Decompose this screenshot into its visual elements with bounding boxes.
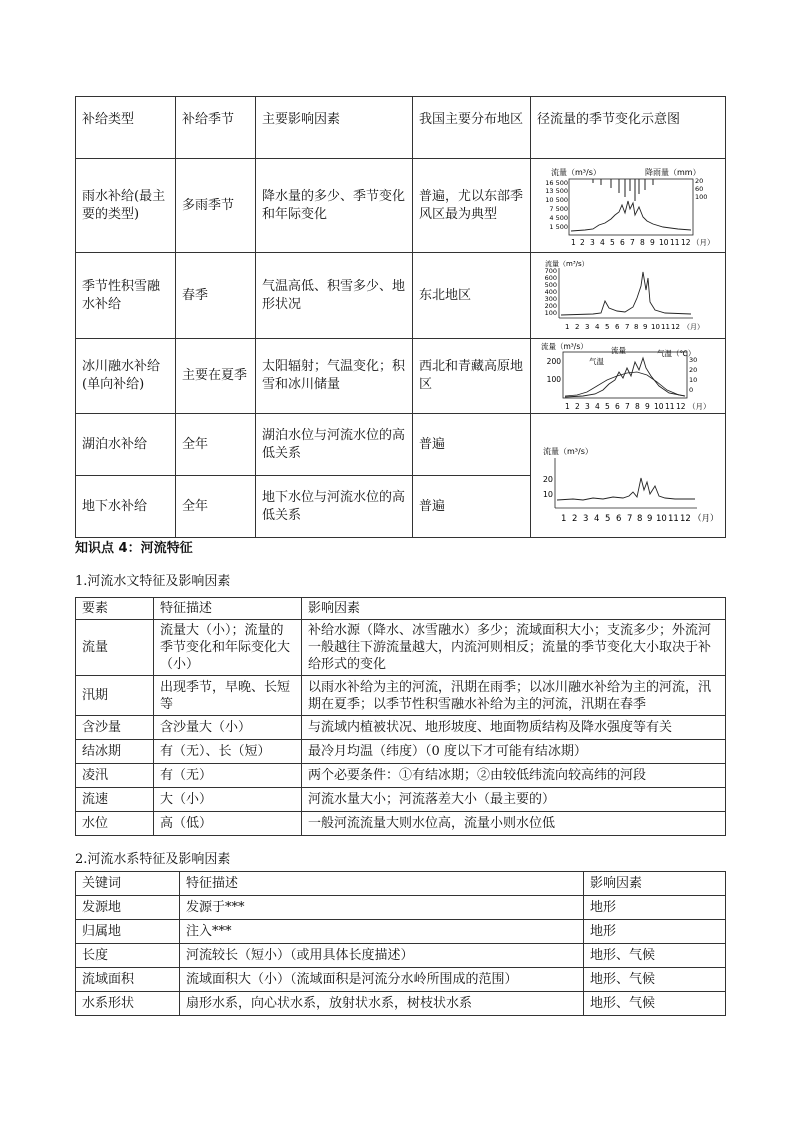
lake-flow-line	[557, 478, 695, 500]
recharge-type: 冰川融水补给(单向补给)	[76, 339, 176, 414]
snow-ytick: 300	[544, 294, 557, 303]
recharge-table	[75, 96, 726, 538]
keyword-name: 归属地	[76, 920, 180, 944]
table-row	[76, 896, 726, 920]
lake-month-label: 12	[680, 513, 691, 524]
recharge-factors: 降水量的多少、季节变化和年际变化	[256, 159, 413, 253]
lake-month-label: 11	[668, 513, 679, 524]
rain-ylabel: 流量（m³/s）	[551, 167, 601, 177]
table-row	[76, 812, 726, 836]
glacier-month-label: 10	[654, 402, 664, 411]
hydrology-header-row	[76, 598, 726, 620]
element-name: 凌汛	[76, 764, 154, 788]
recharge-factors: 地下水位与河流水位的高低关系	[256, 476, 413, 538]
snow-month-label: 3	[585, 322, 590, 331]
glacier-temp-line	[565, 372, 685, 396]
rain-month-label: 7	[630, 237, 635, 247]
table-row	[76, 992, 726, 1016]
snow-month-label: 5	[605, 322, 610, 331]
glacier-xunit: （月）	[688, 402, 711, 411]
rain-ytick: 16 500	[545, 178, 568, 187]
recharge-season: 全年	[176, 414, 256, 476]
table-row	[76, 339, 726, 414]
snow-ytick: 200	[544, 301, 557, 310]
lake-xunit: （月）	[693, 513, 719, 524]
glacier-month-label: 11	[665, 402, 675, 411]
lake-ytick: 10	[542, 489, 553, 499]
lake-ylabel: 流量（m³/s）	[543, 446, 593, 456]
snow-month-axis	[565, 323, 704, 331]
rain-ytick: 10 500	[545, 195, 568, 204]
element-factor: 以雨水补给为主的河流，汛期在雨季；以冰川融水补给为主的河流，汛期在夏季；以季节性积雪融水补给为主的河流，汛期在春季	[302, 676, 726, 716]
glacier-month-axis	[565, 402, 711, 411]
snow-month-label: 7	[625, 322, 630, 331]
header-type: 补给类型	[76, 97, 176, 159]
keyword-desc: 注入***	[180, 920, 584, 944]
glacier-temp-label: 气温	[589, 357, 604, 366]
element-name: 结冰期	[76, 740, 154, 764]
glacier-month-label: 3	[585, 402, 590, 411]
rain-ytick: 13 500	[545, 186, 568, 195]
table-row	[76, 968, 726, 992]
lake-month-label: 1	[561, 513, 567, 524]
lake-month-label: 10	[656, 513, 667, 524]
recharge-region: 普遍	[413, 414, 531, 476]
table-row	[76, 620, 726, 676]
element-name: 含沙量	[76, 716, 154, 740]
rain-month-label: 11	[670, 237, 680, 247]
recharge-type: 湖泊水补给	[76, 414, 176, 476]
snow-month-label: 6	[615, 322, 620, 331]
lake-month-axis	[561, 514, 719, 524]
recharge-region: 西北和青藏高原地区	[413, 339, 531, 414]
glacier-plot-frame	[563, 352, 687, 398]
table-row	[76, 764, 726, 788]
rain-y2tick: 100	[695, 192, 708, 201]
rain-month-axis	[571, 238, 715, 247]
keyword-factor: 地形、气候	[584, 968, 726, 992]
chart-cell-rain	[531, 159, 726, 253]
snow-ylabel: 流量（m³/s）	[545, 259, 589, 268]
table-row	[76, 920, 726, 944]
lake-ground-runoff-chart	[533, 426, 723, 526]
snow-month-label: 8	[634, 322, 639, 331]
snow-ytick: 700	[544, 266, 557, 275]
element-name: 汛期	[76, 676, 154, 716]
element-desc: 流量大（小）；流量的季节变化和年际变化大（小）	[154, 620, 302, 676]
rain-ytick: 1 500	[549, 222, 568, 231]
element-name: 水位	[76, 812, 154, 836]
glacier-y2tick: 0	[689, 386, 694, 394]
header-keyword: 关键词	[76, 872, 180, 896]
element-desc: 含沙量大（小）	[154, 716, 302, 740]
header-factor: 影响因素	[584, 872, 726, 896]
rain-month-label: 2	[580, 237, 585, 247]
recharge-header-row	[76, 97, 726, 159]
recharge-season: 主要在夏季	[176, 339, 256, 414]
keyword-name: 水系形状	[76, 992, 180, 1016]
element-factor: 一般河流流量大则水位高，流量小则水位低	[302, 812, 726, 836]
snow-xunit: （月）	[683, 322, 704, 331]
subsection-title-drainage: 2.河流水系特征及影响因素	[75, 852, 231, 867]
snow-ytick: 600	[544, 273, 557, 282]
snow-month-label: 4	[595, 322, 600, 331]
header-factors: 主要影响因素	[256, 97, 413, 159]
chart-cell-snow	[531, 253, 726, 339]
keyword-name: 流域面积	[76, 968, 180, 992]
rain-y2tick: 20	[695, 176, 704, 185]
lake-month-label: 9	[647, 513, 653, 524]
table-row	[76, 414, 726, 476]
recharge-region: 普遍，尤以东部季风区最为典型	[413, 159, 531, 253]
element-desc: 有（无）	[154, 764, 302, 788]
snow-month-label: 12	[671, 322, 680, 331]
rain-month-label: 6	[620, 237, 625, 247]
snow-ytick: 500	[544, 280, 557, 289]
section-title: 知识点 4：河流特征	[75, 541, 193, 556]
table-row	[76, 676, 726, 716]
element-desc: 出现季节，早晚、长短等	[154, 676, 302, 716]
snow-flow-line	[561, 272, 691, 315]
keyword-desc: 发源于***	[180, 896, 584, 920]
lake-month-label: 3	[583, 513, 589, 524]
recharge-type: 季节性积雪融水补给	[76, 253, 176, 339]
snow-ytick: 100	[544, 308, 557, 317]
lake-ytick: 20	[542, 474, 553, 484]
subsection-title-hydrology: 1.河流水文特征及影响因素	[75, 574, 231, 589]
header-region: 我国主要分布地区	[413, 97, 531, 159]
glacier-month-label: 4	[595, 402, 600, 411]
glacier-month-label: 1	[565, 402, 570, 411]
lake-month-label: 6	[616, 513, 622, 524]
element-desc: 有（无）、长（短）	[154, 740, 302, 764]
glacier-y2tick: 30	[689, 356, 698, 364]
glacier-month-label: 9	[645, 402, 650, 411]
keyword-factor: 地形、气候	[584, 944, 726, 968]
snow-month-label: 10	[651, 322, 660, 331]
glacier-flow-line	[565, 358, 685, 397]
rain-ytick: 7 500	[549, 204, 568, 213]
hydrology-table	[75, 597, 726, 836]
keyword-factor: 地形	[584, 920, 726, 944]
rain-month-label: 12	[681, 237, 691, 247]
lake-month-label: 5	[605, 513, 611, 524]
header-factor: 影响因素	[302, 598, 726, 620]
rain-y2tick: 60	[695, 184, 704, 193]
snow-ytick: 400	[544, 287, 557, 296]
table-row	[76, 788, 726, 812]
table-row	[76, 740, 726, 764]
table-row	[76, 944, 726, 968]
recharge-factors: 太阳辐射；气温变化；积雪和冰川储量	[256, 339, 413, 414]
recharge-type: 地下水补给	[76, 476, 176, 538]
snow-runoff-chart	[533, 256, 723, 336]
element-factor: 河流水量大小；河流落差大小（最主要的）	[302, 788, 726, 812]
recharge-season: 春季	[176, 253, 256, 339]
keyword-desc: 河流较长（短小）（或用具体长度描述）	[180, 944, 584, 968]
glacier-ylabel: 流量（m³/s）	[541, 342, 588, 351]
header-season: 补给季节	[176, 97, 256, 159]
element-desc: 大（小）	[154, 788, 302, 812]
glacier-y2label: 气温（℃）	[657, 349, 696, 358]
glacier-month-label: 8	[635, 402, 640, 411]
keyword-desc: 扇形水系，向心状水系，放射状水系，树枝状水系	[180, 992, 584, 1016]
glacier-runoff-chart	[533, 340, 723, 412]
element-factor: 补给水源（降水、冰雪融水）多少；流域面积大小；支流多少；外流河一般越往下游流量越大，内流河则相反；流量的季节变化大小取决于补给形式的变化	[302, 620, 726, 676]
element-factor: 与流域内植被状况、地形坡度、地面物质结构及降水强度等有关	[302, 716, 726, 740]
rain-xunit: （月）	[692, 237, 715, 247]
keyword-factor: 地形	[584, 896, 726, 920]
table-row	[76, 716, 726, 740]
recharge-season: 多雨季节	[176, 159, 256, 253]
rain-month-label: 10	[659, 237, 669, 247]
element-factor: 最冷月均温（纬度）（0 度以下才可能有结冰期）	[302, 740, 726, 764]
glacier-ytick: 100	[546, 375, 561, 384]
rain-month-label: 8	[640, 237, 645, 247]
table-row	[76, 159, 726, 253]
rain-month-label: 5	[610, 237, 615, 247]
recharge-type: 雨水补给(最主要的类型)	[76, 159, 176, 253]
keyword-desc: 流域面积大（小）（流域面积是河流分水岭所围成的范围）	[180, 968, 584, 992]
header-desc: 特征描述	[180, 872, 584, 896]
glacier-y2tick: 20	[689, 366, 698, 374]
glacier-month-label: 7	[625, 402, 630, 411]
recharge-factors: 气温高低、积雪多少、地形状况	[256, 253, 413, 339]
rain-runoff-chart	[533, 163, 723, 249]
glacier-flow-label: 流量	[611, 346, 626, 355]
rain-ytick: 4 500	[549, 213, 568, 222]
snow-month-label: 11	[661, 322, 670, 331]
rain-month-label: 9	[650, 237, 655, 247]
chart-cell-glacier	[531, 339, 726, 414]
rain-precip-bars	[593, 179, 653, 201]
snow-month-label: 1	[565, 322, 570, 331]
glacier-ytick: 200	[546, 357, 561, 366]
keyword-name: 发源地	[76, 896, 180, 920]
recharge-region: 普遍	[413, 476, 531, 538]
rain-y2label: 降雨量（mm）	[645, 167, 701, 177]
element-desc: 高（低）	[154, 812, 302, 836]
drainage-header-row	[76, 872, 726, 896]
chart-cell-lake-ground	[531, 414, 726, 538]
element-name: 流速	[76, 788, 154, 812]
keyword-factor: 地形、气候	[584, 992, 726, 1016]
recharge-season: 全年	[176, 476, 256, 538]
lake-month-label: 2	[572, 513, 578, 524]
lake-month-label: 8	[637, 513, 643, 524]
snow-month-label: 2	[575, 322, 580, 331]
glacier-month-label: 2	[575, 402, 580, 411]
header-desc: 特征描述	[154, 598, 302, 620]
lake-month-label: 7	[627, 513, 633, 524]
header-element: 要素	[76, 598, 154, 620]
glacier-month-label: 12	[676, 402, 686, 411]
rain-flow-line	[571, 201, 691, 231]
glacier-y2tick: 10	[689, 376, 698, 384]
rain-month-label: 4	[600, 237, 605, 247]
drainage-table	[75, 871, 726, 1016]
glacier-month-label: 5	[605, 402, 610, 411]
element-factor: 两个必要条件：①有结冰期；②由较低纬流向较高纬的河段	[302, 764, 726, 788]
lake-month-label: 4	[594, 513, 600, 524]
recharge-factors: 湖泊水位与河流水位的高低关系	[256, 414, 413, 476]
rain-month-label: 3	[590, 237, 595, 247]
recharge-region: 东北地区	[413, 253, 531, 339]
rain-month-label: 1	[571, 237, 576, 247]
header-chart: 径流量的季节变化示意图	[531, 97, 726, 159]
glacier-month-label: 6	[615, 402, 620, 411]
snow-month-label: 9	[643, 322, 648, 331]
table-row	[76, 253, 726, 339]
keyword-name: 长度	[76, 944, 180, 968]
element-name: 流量	[76, 620, 154, 676]
